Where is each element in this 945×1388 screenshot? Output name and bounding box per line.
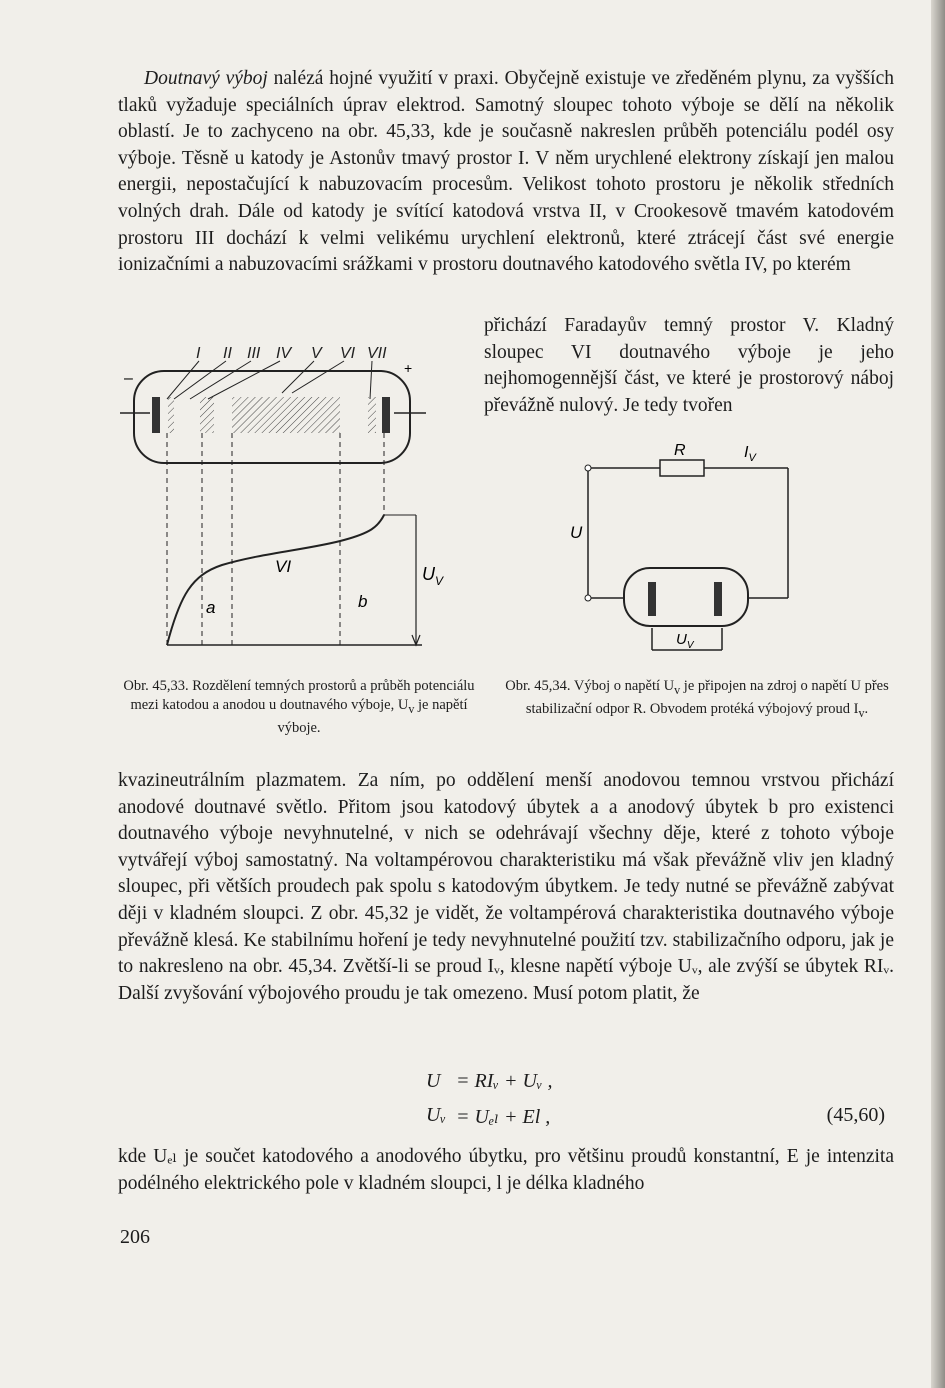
plus-sign: + bbox=[404, 360, 413, 376]
circuit-anode bbox=[714, 582, 722, 616]
negative-glow bbox=[200, 397, 214, 433]
cathode bbox=[152, 397, 160, 433]
voltage-label: $U_V$ bbox=[422, 564, 444, 588]
equation-1-left: U bbox=[426, 1070, 441, 1092]
anode-glow bbox=[368, 397, 376, 433]
lead-term: Doutnavý výboj bbox=[144, 68, 268, 89]
figure-45-34 bbox=[562, 438, 802, 658]
circuit-cathode bbox=[648, 582, 656, 616]
resistor bbox=[660, 460, 704, 476]
minus-sign: – bbox=[124, 370, 133, 387]
page-number: 206 bbox=[120, 1226, 150, 1248]
page-edge-shadow bbox=[931, 0, 945, 1388]
tube-voltage-label: $U_V$ bbox=[676, 631, 694, 651]
equation-2-left: Uᵥ bbox=[426, 1104, 447, 1126]
paragraph-1-body: nalézá hojné využití v praxi. Obyčejně existuje ve zředěném plynu, za vyšších tlaků vyžaduje speciálních úprav elektrod. Samotný sloupec tohoto výboje se dělí na několik oblastí. Je to zachyceno na obr. 45,33, kde je současně nakreslen průběh potenciálu podél osy výboje. Těsně u katody je Astonův tmavý prostor I. V něm urychlené elektrony získají jen malou energii, nepostačující k nabuzovacím procesům. Velikost tohoto prostoru je několik středních volných drah. Dále od katody je svítící katodová vrstva II, v Crookesově tmavém katodovém prostoru III dochází k velmi velikému urychlení elektronů, které ztrácejí část své energie ionizačními a nabuzovacími srážkami v prostoru doutnavého katodového světla IV, po kterém bbox=[118, 68, 894, 276]
paragraph-1-wrap: přichází Faradayův temný prostor V. Kladný sloupec VI doutnavého výboje je jeho nejhomogennější část, ve které je prostorový náboj převážně nulový. Je tedy tvořen bbox=[484, 315, 894, 416]
source-label: U bbox=[570, 523, 583, 542]
caption-45-33: Obr. 45,33. Rozdělení temných prostorů a průběh potenciálu mezi katodou a anodou u doutnavého výboje, $U_v$ je napětí výboje. bbox=[123, 678, 475, 736]
region-label-4: IV bbox=[276, 345, 292, 362]
curve-label-center: VI bbox=[275, 557, 292, 576]
region-label-7: VII bbox=[367, 345, 387, 362]
region-label-3: III bbox=[247, 345, 261, 362]
current-label: $I_V$ bbox=[744, 444, 756, 464]
curve-label-b: b bbox=[358, 592, 368, 611]
paragraph-2: kvazineutrálním plazmatem. Za ním, po oddělení menší anodovou temnou vrstvou přichází anodové doutnavé světlo. Přitom jsou katodový úbytek a a anodový úbytek b pro existenci doutnavého výboje nevyhnutelné, v nich se odehrávají všechny děje, které z tohoto výboje vytvářejí výboj samostatný. Na voltampérovou charakteristiku má však převážně vliv jen kladný sloupec, při větších proudech pak spolu s katodovým úbytkem. Je tedy nutné se převážně zabývat ději v kladném sloupci. Z obr. 45,32 je vidět, že voltampérová charakteristika doutnavého výboje převážně klesá. Ke stabilnímu hoření je tedy nevyhnutelné použití tzv. stabilizačního odporu, jak je to nakresleno na obr. 45,34. Zvětší-li se proud Iᵥ, klesne napětí výboje Uᵥ, ale zvýší se úbytek RIᵥ. Další zvyšování výbojového proudu je tak omezeno. Musí potom platit, že bbox=[118, 770, 894, 1004]
region-label-5: V bbox=[311, 345, 322, 362]
region-label-6: VI bbox=[340, 345, 356, 362]
equation-2-right: = Uₑₗ + El , bbox=[456, 1106, 551, 1128]
curve-label-a: a bbox=[206, 598, 216, 617]
leader-lines bbox=[167, 361, 372, 399]
region-label-2: II bbox=[223, 345, 232, 362]
figure-45-33 bbox=[112, 335, 442, 655]
positive-column bbox=[232, 397, 340, 433]
resistor-label: R bbox=[674, 442, 686, 459]
potential-curve bbox=[167, 515, 384, 645]
equation-1-right: = RIᵥ + Uᵥ , bbox=[456, 1070, 553, 1092]
region-guides bbox=[167, 433, 384, 645]
anode bbox=[382, 397, 390, 433]
paragraph-3: kde Uₑₗ je součet katodového a anodového úbytku, pro většinu proudů konstantní, E je intenzita podélného elektrického pole v kladném sloupci, l je délka kladného bbox=[118, 1146, 894, 1194]
cathode-glow-layer bbox=[168, 397, 174, 433]
region-label-1: I bbox=[196, 345, 201, 362]
equation-number: (45,60) bbox=[826, 1104, 885, 1126]
circuit-tube bbox=[624, 568, 748, 626]
paragraph-1 bbox=[118, 66, 894, 279]
caption-45-34: Obr. 45,34. Výboj o napětí $U_v$ je připojen na zdroj o napětí U přes stabilizační odpor R. Obvodem protéká výbojový proud $I_v$. bbox=[505, 678, 889, 720]
